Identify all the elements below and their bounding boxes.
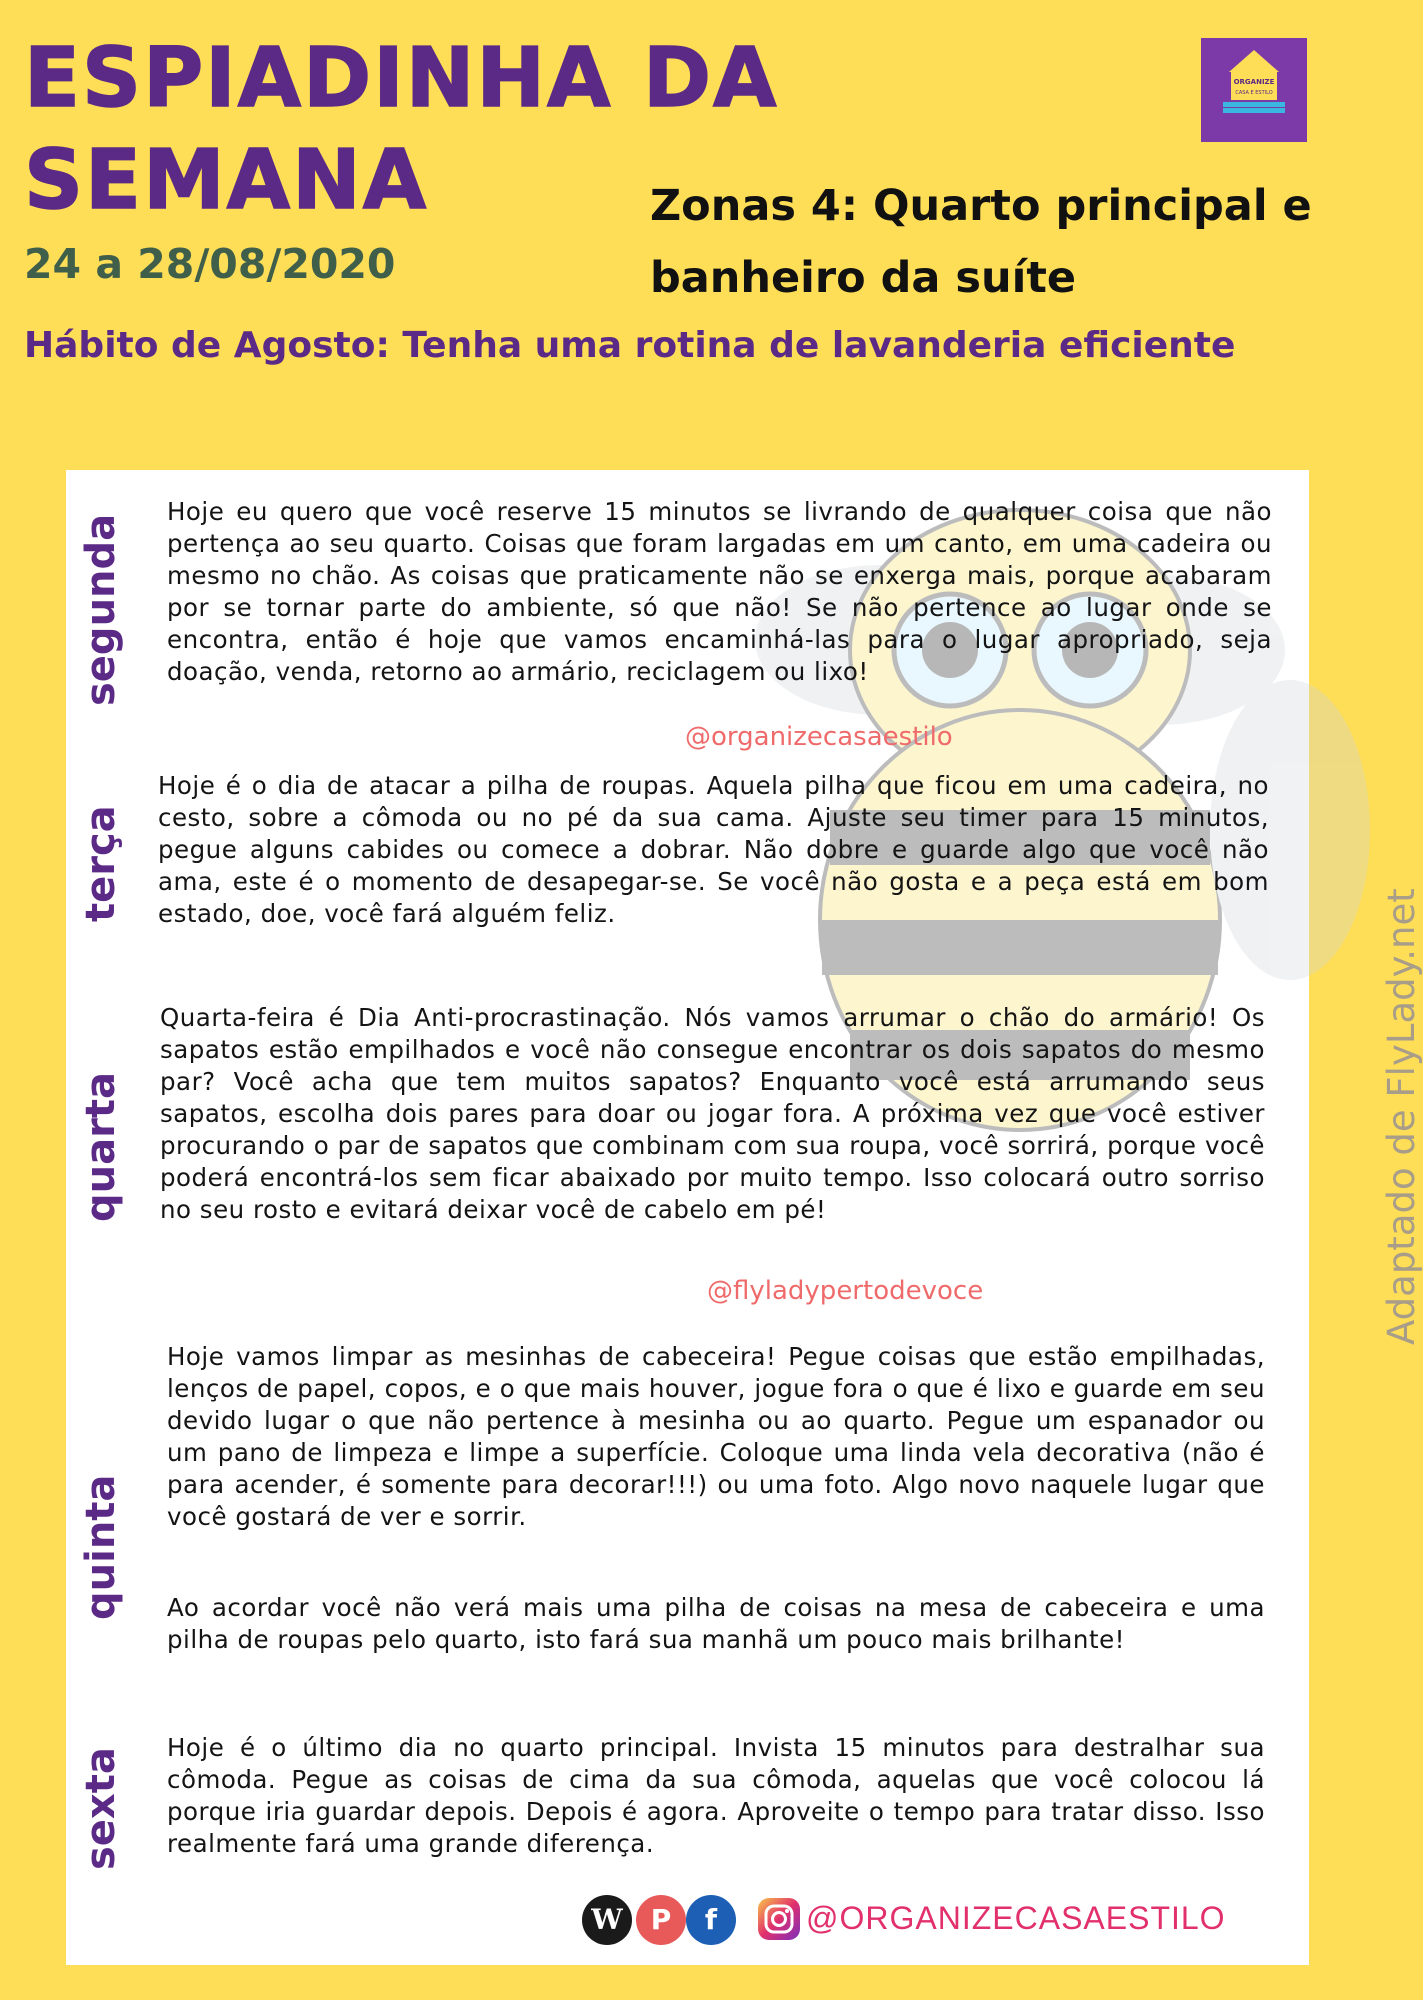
day-label-terca: terça: [78, 805, 124, 922]
house-logo-icon: [1201, 38, 1307, 142]
day-text-sexta: Hoje é o último dia no quarto principal. Invista 15 minutos para destralhar sua cômoda. Pegue as coisas de cima da sua cômoda, aquelas que você colocou lá porque iria guardar depois. Depois é agora. Aproveite o tempo para tratar disso. Isso realmente fará uma grande diferença.: [167, 1733, 1265, 1858]
logo-text-line-1: ORGANIZE: [1233, 78, 1275, 86]
zone-line-2: banheiro da suíte: [650, 253, 1077, 303]
day-text-quinta-2: Ao acordar você não verá mais uma pilha de coisas na mesa de cabeceira e uma pilha de roupas pelo quarto, isto fará sua manhã um pouco mais brilhante!: [167, 1593, 1265, 1654]
organize-casa-estilo-logo: [1201, 38, 1307, 142]
flylady-credit: Adaptado de FlyLady.net: [1380, 888, 1423, 1345]
date-range: 24 a 28/08/2020: [24, 240, 396, 288]
day-text-quinta-1: Hoje vamos limpar as mesinhas de cabeceira! Pegue coisas que estão empilhadas, lenços de papel, copos, e o que mais houver, jogue fora o que é lixo e guarde em seu devido lugar o que não pertence à mesinha ou ao quarto. Pegue um espanador ou um pano de limpeza e limpe a superfície. Coloque uma linda vela decorativa (não é para acender, é somente para decorar!!!) ou uma foto. Algo novo naquele lugar que você gostará de ver e sorrir.: [167, 1342, 1265, 1531]
handle-flyladypertodevoce: @flyladypertodevoce: [707, 1276, 984, 1306]
day-label-segunda: segunda: [78, 513, 124, 706]
habit-of-month: Hábito de Agosto: Tenha uma rotina de lavanderia eficiente: [24, 325, 1236, 366]
day-label-quarta: quarta: [78, 1072, 124, 1222]
day-text-quarta: Quarta-feira é Dia Anti-procrastinação. Nós vamos arrumar o chão do armário! Os sapatos estão empilhados e você não consegue encontrar os dois sapatos do mesmo par? Você acha que tem muitos sapatos? Enquanto você está arrumando seus sapatos, escolha dois pares para doar ou jogar fora. A próxima vez que você estiver procurando o par de sapatos que combinam com sua roupa, você sorrirá, porque você poderá encontrá-los sem ficar abaixado por muito tempo. Isso colocará outro sorriso no seu rosto e evitará deixar você de cabelo em pé!: [160, 1003, 1265, 1224]
zone-line-1: Zonas 4: Quarto principal e: [650, 181, 1312, 231]
logo-text-line-2: CASA E ESTILO: [1235, 90, 1273, 96]
day-label-quinta: quinta: [78, 1474, 124, 1620]
instagram-icon[interactable]: [758, 1898, 800, 1940]
pinterest-icon[interactable]: P: [636, 1895, 686, 1945]
handle-organizecasaestilo: @organizecasaestilo: [685, 722, 953, 752]
title-line-1: ESPIADINHA DA: [24, 31, 779, 126]
day-text-terca: Hoje é o dia de atacar a pilha de roupas. Aquela pilha que ficou em uma cadeira, no cesto, sobre a cômoda ou no pé da sua cama. Ajuste seu timer para 15 minutos, pegue alguns cabides ou comece a dobrar. Não dobre e guarde algo que você não ama, este é o momento de desapegar-se. Se você não gosta e a peça está em bom estado, doe, você fará alguém feliz.: [158, 771, 1269, 928]
wordpress-icon[interactable]: W: [582, 1895, 632, 1945]
title-line-2: SEMANA: [24, 133, 429, 228]
zone-heading: [650, 170, 1370, 314]
instagram-handle-link[interactable]: @ORGANIZECASAESTILO: [806, 1900, 1226, 1936]
day-label-sexta: sexta: [78, 1747, 124, 1870]
day-text-segunda: Hoje eu quero que você reserve 15 minutos se livrando de qualquer coisa que não pertença ao seu quarto. Coisas que foram largadas em um canto, em uma cadeira ou mesmo no chão. As coisas que praticamente não se enxerga mais, porque acabaram por se tornar parte do ambiente, só que não! Se não pertence ao lugar onde se encontra, então é hoje que vamos encaminhá-las para o lugar apropriado, seja doação, venda, retorno ao armário, reciclagem ou lixo!: [167, 497, 1272, 686]
facebook-icon[interactable]: f: [686, 1895, 736, 1945]
